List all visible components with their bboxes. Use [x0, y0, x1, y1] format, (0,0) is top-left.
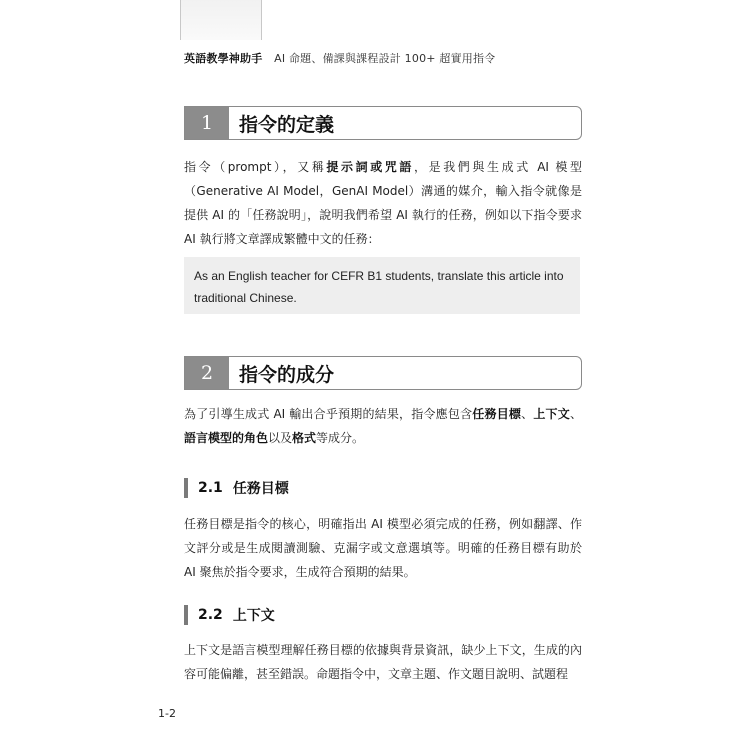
book-subtitle: AI 命題、備課與課程設計 100+ 超實用指令 — [274, 52, 496, 65]
book-title: 英語教學神助手 — [184, 52, 263, 65]
subsection-number: 2.1 — [198, 480, 223, 496]
example-prompt-text: As an English teacher for CEFR B1 students, translate this article into traditional Chinese. — [194, 269, 564, 305]
running-header — [184, 50, 495, 66]
section-title: 指令的定義 — [239, 113, 335, 136]
subsection-heading-2-2 — [184, 604, 275, 626]
section-number: 2 — [185, 357, 229, 389]
subsection-title: 上下文 — [232, 608, 275, 624]
heading-bar — [184, 605, 188, 625]
section-heading-2 — [184, 356, 582, 390]
section-1-paragraph: 指令（prompt），又稱提示詞或咒語，是我們與生成式 AI 模型（Generative AI Model，GenAI Model）溝通的媒介，輸入指令就像是提供 AI 的「任務說明」，說明我們希望 AI 執行的任務，例如以下指令要求 AI 執行將文章譯成繁體中文的任務： — [184, 160, 582, 246]
subsection-number: 2.2 — [198, 607, 223, 623]
section-title: 指令的成分 — [239, 363, 335, 386]
section-2-paragraph: 為了引導生成式 AI 輸出合乎預期的結果，指令應包含任務目標、上下文、語言模型的角色以及格式等成分。 — [184, 407, 582, 445]
emphasis-prompt-alias: 提示詞或咒語 — [326, 160, 415, 174]
page-number: 1-2 — [158, 707, 176, 720]
subsection-title: 任務目標 — [232, 481, 289, 497]
subsection-2-2-paragraph: 上下文是語言模型理解任務目標的依據與背景資訊，缺少上下文，生成的內容可能偏離，甚至錯誤。命題指令中，文章主題、作文題目說明、試題程 — [184, 643, 582, 681]
subsection-heading-2-1 — [184, 477, 289, 499]
subsection-2-1-paragraph: 任務目標是指令的核心，明確指出 AI 模型必須完成的任務，例如翻譯、作文評分或是生成閱讀測驗、克漏字或文意選填等。明確的任務目標有助於 AI 聚焦於指令要求，生成符合預期的結果。 — [184, 517, 582, 579]
heading-bar — [184, 478, 188, 498]
section-number: 1 — [185, 107, 229, 139]
header-tab-decoration — [180, 0, 262, 40]
section-heading-1 — [184, 106, 582, 140]
example-prompt-box — [184, 257, 580, 314]
